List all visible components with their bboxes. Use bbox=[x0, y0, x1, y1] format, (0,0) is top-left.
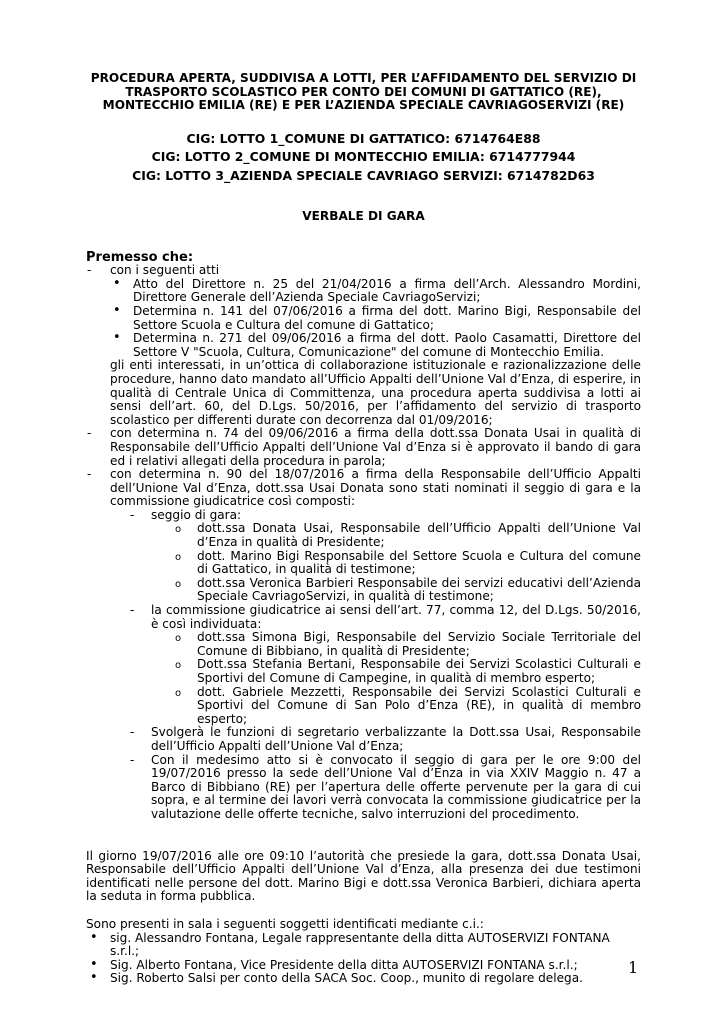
atto-text: Atto del Direttore n. 25 del 21/04/2016 a firma dell’Arch. Alessandro Mordini, Direttore Generale dell’Azienda Speciale CavriagoServizi; bbox=[133, 276, 641, 305]
cig-block bbox=[86, 130, 641, 186]
presente-item bbox=[86, 972, 641, 986]
commissione-member bbox=[175, 658, 641, 685]
seggio-heading bbox=[128, 509, 641, 523]
presente-text: sig. Alessandro Fontana, Legale rappresentante della ditta AUTOSERVIZI FONTANA s.r.l.; bbox=[110, 930, 610, 959]
seggio-member bbox=[175, 522, 641, 549]
circle-marker: o bbox=[175, 633, 182, 645]
atto-item bbox=[110, 302, 641, 332]
premessa-item-1-after: gli enti interessati, in un’ottica di collaborazione istituzionale e razionalizzazione delle procedure, hanno dato mandato all’Ufficio Appalti dell’Unione Val d’Enza, di esperire, in qualità di Centrale Unica di Committenza, una procedura aperta suddivisa a lotti ai sensi dell’art. 60, del D.Lgs. 50/2016, per l’affidamento del servizio di trasporto scolastico per differenti durate con decorrenza dal 01/09/2016; bbox=[110, 358, 641, 427]
atto-text: Determina n. 141 del 07/06/2016 a firma del dott. Marino Bigi, Responsabile del Settore Scuola e Cultura del comune di Gattatico; bbox=[133, 303, 641, 332]
cig-lotto-2: CIG: LOTTO 2_COMUNE DI MONTECCHIO EMILIA: 6714777944 bbox=[151, 149, 576, 164]
commissione-member bbox=[175, 686, 641, 727]
bullet-marker: • bbox=[90, 970, 98, 986]
premessa-item-2-text: con determina n. 74 del 09/06/2016 a firma della dott.ssa Donata Usai in qualità di Responsabile dell’Ufficio Appalti dell’Unione Val d’Enza si è approvato il bando di gara ed i relativi allegati della procedura in parola; bbox=[110, 426, 641, 468]
presenti-intro: Sono presenti in sala i seguenti soggetti identificati mediante c.i.: bbox=[86, 916, 484, 931]
premessa-item-3 bbox=[86, 468, 641, 509]
dash-marker: - bbox=[130, 752, 135, 767]
commissione-member-text: dott. Gabriele Mezzetti, Responsabile dei Servizi Scolastici Culturali e Sportivi del Comune di San Polo d’Enza (RE), in qualità di membro esperto; bbox=[197, 684, 641, 726]
premessa-item-1 bbox=[86, 264, 641, 427]
seggio-member-text: dott. Marino Bigi Responsabile del Settore Scuola e Cultura del comune di Gattatico, in qualità di testimone; bbox=[197, 548, 641, 577]
presente-item bbox=[86, 956, 641, 973]
convocazione-text: Con il medesimo atto si è convocato il seggio di gara per le ore 9:00 del 19/07/2016 presso la sede dell’Unione Val d’Enza in via XXIV Maggio n. 47 a Barco di Bibbiano (RE) per l’apertura delle offerte pervenute per la gara di cui sopra, e al termine dei lavori verrà convocata la commissione giudicatrice per la valutazione delle offerte tecniche, salvo interruzioni del procedimento. bbox=[151, 752, 641, 821]
commissione-heading bbox=[128, 604, 641, 631]
segretario-item bbox=[128, 726, 641, 753]
commissione-member-text: dott.ssa Simona Bigi, Responsabile del Servizio Sociale Territoriale del Comune di Bibbiano, in qualità di Presidente; bbox=[197, 630, 641, 658]
atto-item bbox=[110, 275, 641, 305]
segretario-text: Svolgerà le funzioni di segretario verbalizzante la Dott.ssa Usai, Responsabile dell’Ufficio Appalti dell’Unione Val d’Enza; bbox=[151, 725, 641, 753]
presente-text: Sig. Roberto Salsi per conto della SACA Soc. Coop., munito di regolare delega. bbox=[110, 971, 583, 986]
dash-marker: - bbox=[130, 603, 135, 618]
atto-item bbox=[110, 332, 641, 359]
atto-text: Determina n. 271 del 09/06/2016 a firma del dott. Paolo Casamatti, Direttore del Settore V "Scuola, Cultura, Comunicazione" del comune di Montecchio Emilia. bbox=[133, 331, 641, 359]
bullet-marker: • bbox=[90, 929, 98, 945]
circle-marker: o bbox=[175, 524, 182, 536]
bullet-marker: • bbox=[113, 330, 121, 346]
document-page bbox=[86, 72, 641, 986]
opening-paragraph: Il giorno 19/07/2016 alle ore 09:10 l’autorità che presiede la gara, dott.ssa Donata Usai, Responsabile dell’Ufficio Appalti dell’Unione Val d’Enza, alla presenza dei due testimoni identificati nelle persone del dott. Marino Bigi e dott.ssa Veronica Barbieri, dichiara aperta la seduta in forma pubblica. bbox=[86, 848, 641, 904]
cig-lotto-1: CIG: LOTTO 1_COMUNE DI GATTATICO: 6714764E88 bbox=[186, 130, 541, 146]
seggio-member bbox=[175, 550, 641, 577]
premessa-item-1-text: con i seguenti atti bbox=[110, 263, 220, 278]
seggio-member bbox=[175, 577, 641, 604]
premesso-heading: Premesso che: bbox=[86, 249, 194, 265]
presente-item bbox=[86, 929, 641, 959]
section-heading-verbale: VERBALE DI GARA bbox=[302, 209, 425, 223]
document-title: PROCEDURA APERTA, SUDDIVISA A LOTTI, PER L’AFFIDAMENTO DEL SERVIZIO DI TRASPORTO SCOLASTICO PER CONTO DEI COMUNI DI GATTATICO (RE), MONTECCHIO EMILIA (RE) E PER L’AZIENDA SPECIALE CAVRIAGOSERVIZI (RE) bbox=[90, 71, 637, 112]
dash-marker: - bbox=[87, 426, 92, 441]
page-number: 1 bbox=[628, 958, 639, 977]
premessa-item-3-text: con determina n. 90 del 18/07/2016 a firma della Responsabile dell’Ufficio Appalti dell’Unione Val d’Enza, dott.ssa Usai Donata sono stati nominati il seggio di gara e la commissione giudicatrice così composti: bbox=[110, 467, 641, 509]
bullet-marker: • bbox=[90, 956, 98, 972]
dash-marker: - bbox=[130, 507, 135, 522]
dash-marker: - bbox=[87, 263, 92, 278]
circle-marker: o bbox=[175, 551, 182, 563]
circle-marker: o bbox=[175, 687, 182, 699]
bullet-marker: • bbox=[113, 302, 121, 318]
circle-marker: o bbox=[175, 578, 182, 590]
seggio-member-text: dott.ssa Donata Usai, Responsabile dell’Ufficio Appalti dell’Unione Val d’Enza in qualità di Presidente; bbox=[197, 521, 641, 550]
premessa-item-2 bbox=[86, 427, 641, 468]
commissione-label: la commissione giudicatrice ai sensi dell’art. 77, comma 12, del D.Lgs. 50/2016, è così individuata: bbox=[151, 603, 641, 631]
commissione-member-text: Dott.ssa Stefania Bertani, Responsabile dei Servizi Scolastici Culturali e Sportivi del Comune di Campegine, in qualità di membro esperto; bbox=[197, 657, 641, 685]
dash-marker: - bbox=[130, 725, 135, 740]
circle-marker: o bbox=[175, 660, 182, 672]
dash-marker: - bbox=[87, 467, 92, 482]
seggio-label: seggio di gara: bbox=[151, 507, 242, 522]
seggio-member-text: dott.ssa Veronica Barbieri Responsabile dei servizi educativi dell’Azienda Speciale CavriagoServizi, in qualità di testimone; bbox=[197, 575, 641, 604]
cig-lotto-3: CIG: LOTTO 3_AZIENDA SPECIALE CAVRIAGO SERVIZI: 6714782D63 bbox=[132, 167, 595, 183]
convocazione-item bbox=[128, 754, 641, 822]
bullet-marker: • bbox=[113, 275, 121, 291]
commissione-member bbox=[175, 631, 641, 658]
presente-text: Sig. Alberto Fontana, Vice Presidente della ditta AUTOSERVIZI FONTANA s.r.l.; bbox=[110, 957, 578, 972]
